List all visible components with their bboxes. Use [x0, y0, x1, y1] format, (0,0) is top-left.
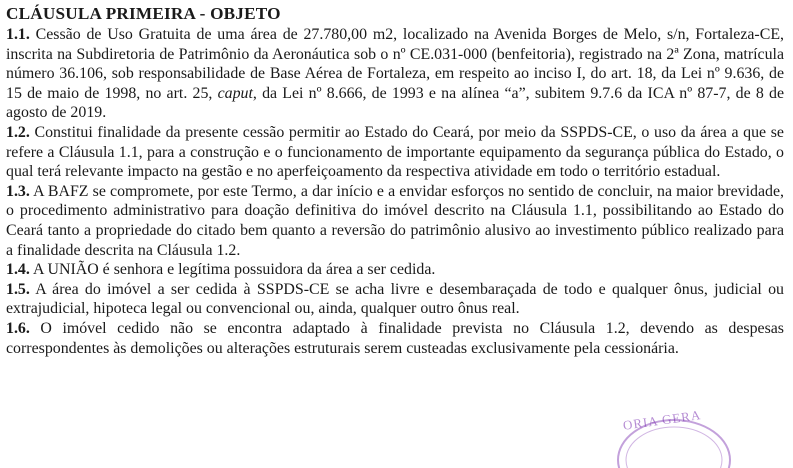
- clause-number: 1.3.: [6, 182, 30, 200]
- clause-heading: CLÁUSULA PRIMEIRA - OBJETO: [6, 4, 281, 23]
- clause-number: 1.5.: [6, 280, 30, 298]
- clause-1-3: [6, 182, 784, 260]
- document-page: [6, 4, 784, 358]
- clause-italic-term: caput: [217, 84, 253, 102]
- clause-text: A área do imóvel a ser cedida à SSPDS-CE se acha livre e desembaraçada de todo e qualquer ônus, judicial ou extrajudicial, hipoteca legal ou convencional ou, ainda, qualquer outro ônus real.: [6, 280, 784, 318]
- clause-text: Cessão de Uso Gratuita de uma área de 27.780,00 m2, localizado na Avenida Borges de Melo, s/n, Fortaleza-CE, inscrita na Subdiretoria de Patrimônio da Aeronáutica sob o nº CE.031-000 (benfeitoria), registrado na 2ª Zona, matrícula número 36.106, sob responsabilidade de Base Aérea de Fortaleza, em respeito ao inciso I, do art. 18, da Lei nº 9.636, de 15 de maio de 1998, no art. 25,: [6, 26, 784, 102]
- clause-number: 1.2.: [6, 123, 30, 141]
- clause-text: A BAFZ se compromete, por este Termo, a dar início e a envidar esforços no sentido de concluir, na maior brevidade, o procedimento administrativo para doação definitiva do imóvel descrito na Cláusula 1.1, possibilitando ao Estado do Ceará tanto a propriedade do citado bem quanto a reversão do patrimônio alusivo ao investimento público realizado para a finalidade descrita na Cláusula 1.2.: [6, 182, 784, 259]
- clause-1-6: [6, 319, 784, 358]
- clause-text: A UNIÃO é senhora e legítima possuidora da área a ser cedida.: [29, 261, 436, 279]
- clause-1-4: [6, 260, 784, 280]
- clause-number: 1.1.: [6, 26, 30, 43]
- clause-text: O imóvel cedido não se encontra adaptado à finalidade prevista no Cláusula 1.2, devendo as despesas correspondentes às demolições ou alterações estruturais serem custeadas exclusivamente pela cessionária.: [6, 319, 784, 357]
- clause-text: , da Lei nº 8.666, de 1993 e na alínea “a”, subitem 9.7.6 da ICA nº 87-7, de 8 de agosto de 2019.: [6, 84, 784, 122]
- clause-text: Constitui finalidade da presente cessão permitir ao Estado do Ceará, por meio da SSPDS-CE, o uso da área a que se refere a Cláusula 1.1, para a construção e o funcionamento de importante equipamento da segurança pública do Estado, o qual terá relevante impacto na gestão e no aperfeiçoamento da respectiva atividade em todo o território estadual.: [6, 123, 784, 181]
- clause-1-5: [6, 280, 784, 319]
- clause-number: 1.4.: [6, 261, 30, 279]
- clause-1-2: [6, 123, 784, 182]
- stamp-lettering: ORIA GERA: [622, 407, 703, 433]
- clause-1-1: [6, 25, 784, 123]
- clause-number: 1.6.: [6, 319, 30, 337]
